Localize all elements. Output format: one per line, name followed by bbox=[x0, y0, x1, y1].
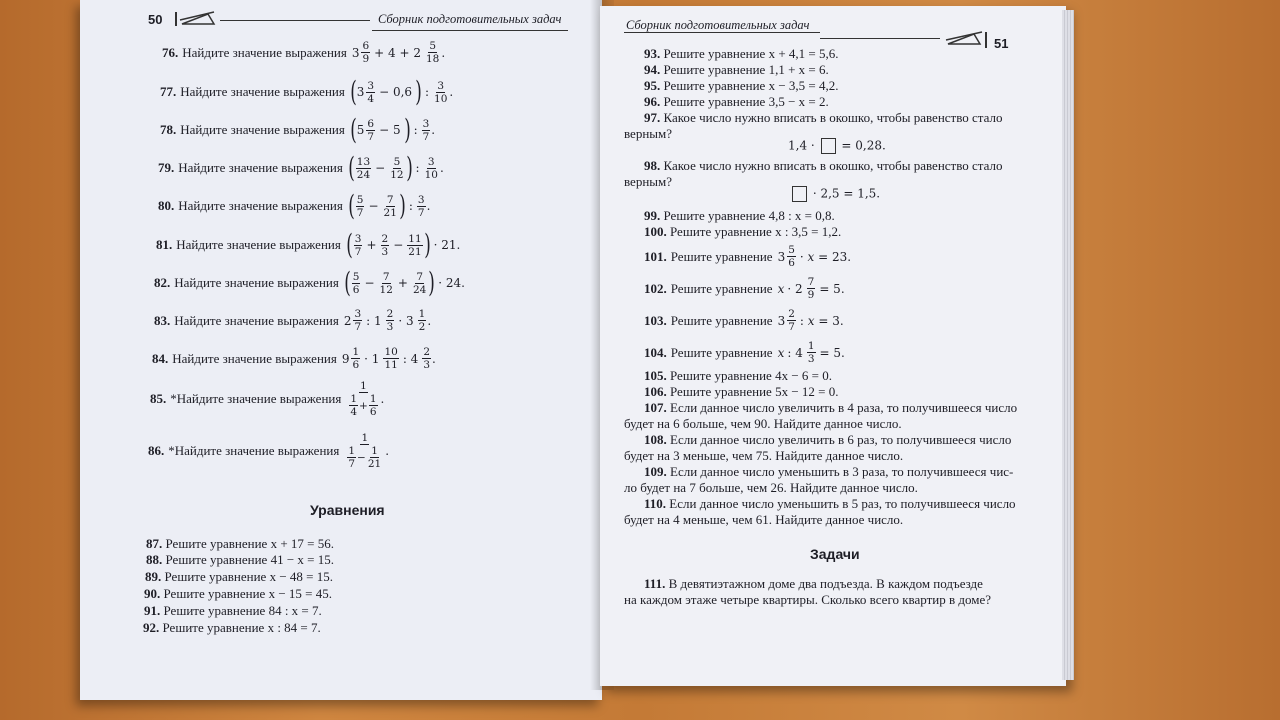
exercise-text: Найдите значение выражения bbox=[174, 275, 339, 290]
exercise-108 bbox=[644, 432, 1011, 447]
running-header: Сборник подготовительных задач bbox=[378, 12, 562, 26]
header-rule bbox=[624, 32, 820, 33]
header-rule bbox=[820, 38, 940, 39]
exercise-93 bbox=[644, 46, 838, 61]
exercise-number: 77. bbox=[160, 84, 177, 99]
header-rule bbox=[372, 30, 568, 31]
expression: ( 5 6 − $\frac{7}{12}$ + $\frac{7}{24}$ ) · 24. bbox=[344, 266, 465, 299]
exercise-text: Решите уравнение bbox=[670, 280, 773, 296]
exercise-text: Решите уравнение bbox=[670, 344, 773, 360]
exercise-number: 96. bbox=[644, 94, 661, 109]
left-page bbox=[80, 0, 602, 700]
header-rule bbox=[220, 20, 370, 21]
exercise-text: Решите уравнение 4x − 6 = 0. bbox=[670, 368, 832, 383]
expression: ( 5 7 − $\frac{7}{21}$ ) : 3 7 . bbox=[348, 189, 431, 222]
exercise-number: 93. bbox=[644, 46, 661, 61]
exercise-number: 99. bbox=[644, 208, 661, 223]
exercise-text: *Найдите значение выражения bbox=[168, 443, 340, 458]
exercise-98-cont: верным? bbox=[624, 174, 673, 189]
equation-right: = 0,28. bbox=[841, 138, 886, 153]
exercise-text: Решите уравнение bbox=[670, 248, 773, 264]
exercise-number: 91. bbox=[144, 603, 161, 618]
exercise-number: 89. bbox=[145, 569, 162, 584]
exercise-number: 84. bbox=[152, 350, 169, 366]
exercise-number: 105. bbox=[644, 368, 667, 383]
exercise-97 bbox=[644, 110, 1003, 125]
exercise-text: Найдите значение выражения bbox=[174, 312, 339, 328]
exercise-104 bbox=[644, 340, 848, 365]
exercise-number: 92. bbox=[143, 620, 160, 635]
equation-97 bbox=[788, 138, 886, 154]
page-number: 51 bbox=[994, 36, 1009, 51]
exercise-text: Решите уравнение 3,5 − x = 2. bbox=[663, 94, 829, 109]
expression: 3 6 9 + 4 + 2 5 18 . bbox=[351, 40, 446, 65]
section-heading-equations: Уравнения bbox=[310, 502, 385, 518]
exercise-78 bbox=[160, 113, 436, 146]
ruler-triangle-icon bbox=[174, 8, 218, 28]
exercise-80 bbox=[158, 189, 431, 222]
exercise-number: 101. bbox=[644, 248, 667, 264]
exercise-98 bbox=[644, 158, 1003, 173]
exercise-number: 103. bbox=[644, 312, 667, 328]
exercise-number: 88. bbox=[146, 552, 163, 567]
exercise-number: 109. bbox=[644, 464, 667, 479]
exercise-text: Решите уравнение x : 3,5 = 1,2. bbox=[670, 224, 842, 239]
exercise-83 bbox=[154, 308, 431, 333]
ruler-triangle-icon bbox=[944, 28, 988, 50]
exercise-number: 90. bbox=[144, 586, 161, 601]
exercise-90 bbox=[144, 586, 332, 601]
section-heading-tasks: Задачи bbox=[810, 546, 860, 562]
exercise-105 bbox=[644, 368, 832, 383]
exercise-text: Решите уравнение 5x − 12 = 0. bbox=[670, 384, 839, 399]
equation-98 bbox=[790, 186, 880, 202]
exercise-97-cont: верным? bbox=[624, 126, 673, 141]
exercise-text: Решите уравнение bbox=[670, 312, 773, 328]
exercise-94 bbox=[644, 62, 829, 77]
exercise-89 bbox=[145, 569, 333, 584]
exercise-79 bbox=[158, 151, 444, 184]
answer-box bbox=[792, 186, 807, 202]
exercise-number: 87. bbox=[146, 536, 163, 551]
exercise-text: Решите уравнение x − 15 = 45. bbox=[163, 586, 332, 601]
exercise-100 bbox=[644, 224, 841, 239]
exercise-number: 111. bbox=[644, 576, 666, 591]
exercise-text: *Найдите значение выражения bbox=[170, 391, 342, 406]
exercise-text: Если данное число увеличить в 6 раз, то получившееся число bbox=[670, 432, 1012, 447]
expression: 9 1 6 · 1 10 11 : 4 2 3 . bbox=[341, 346, 436, 371]
exercise-number: 76. bbox=[162, 44, 179, 60]
equation-right: · 2,5 = 1,5. bbox=[812, 186, 881, 201]
exercise-number: 106. bbox=[644, 384, 667, 399]
exercise-text: Найдите значение выражения bbox=[172, 350, 337, 366]
page-edges bbox=[1062, 10, 1074, 680]
exercise-86 bbox=[148, 432, 389, 470]
equation-left: 1,4 · bbox=[788, 138, 815, 153]
exercise-111-cont: на каждом этаже четыре квартиры. Сколько всего квартир в доме? bbox=[624, 592, 991, 607]
exercise-107-cont: будет на 6 больше, чем 90. Найдите данное число. bbox=[624, 416, 902, 431]
expression: 3 5 6 · x = 23. bbox=[777, 244, 852, 269]
exercise-text: Если данное число увеличить в 4 раза, то получившееся число bbox=[670, 400, 1018, 415]
expression: 1 1 4 + 1 6 . bbox=[350, 380, 385, 418]
exercise-text: Решите уравнение x + 4,1 = 5,6. bbox=[663, 46, 839, 61]
exercise-95 bbox=[644, 78, 838, 93]
exercise-81 bbox=[156, 228, 463, 261]
exercise-number: 86. bbox=[148, 443, 165, 458]
right-page bbox=[600, 6, 1066, 686]
exercise-number: 95. bbox=[644, 78, 661, 93]
exercise-87 bbox=[146, 536, 334, 551]
exercise-number: 102. bbox=[644, 280, 667, 296]
exercise-number: 85. bbox=[150, 391, 167, 406]
exercise-text: Решите уравнение x − 48 = 15. bbox=[164, 569, 333, 584]
exercise-text: Если данное число уменьшить в 3 раза, то получившееся чис- bbox=[670, 464, 1014, 479]
exercise-91 bbox=[144, 603, 322, 618]
exercise-number: 100. bbox=[644, 224, 667, 239]
exercise-101 bbox=[644, 244, 854, 269]
exercise-text: В девятиэтажном доме два подъезда. В каждом подъезде bbox=[668, 576, 983, 591]
exercise-number: 78. bbox=[160, 122, 177, 137]
exercise-110 bbox=[644, 496, 1016, 511]
exercise-number: 98. bbox=[644, 158, 661, 173]
exercise-85 bbox=[150, 380, 384, 418]
exercise-109-cont: ло будет на 7 больше, чем 26. Найдите данное число. bbox=[624, 480, 918, 495]
expression: ( 3 3 4 − 0,6 ) : 3 10 . bbox=[350, 75, 454, 108]
exercise-text: Решите уравнение 84 : x = 7. bbox=[163, 603, 322, 618]
exercise-109 bbox=[644, 464, 1013, 479]
exercise-number: 108. bbox=[644, 432, 667, 447]
exercise-text: Решите уравнение x + 17 = 56. bbox=[165, 536, 334, 551]
expression: ( 3 7 + $\frac{2}{3}$ − $\frac{11}{21}$ ) · 21. bbox=[346, 228, 461, 261]
exercise-103 bbox=[644, 308, 847, 333]
exercise-84 bbox=[152, 346, 436, 371]
exercise-text: Какое число нужно вписать в окошко, чтобы равенство стало bbox=[663, 158, 1003, 173]
expression: 2 3 7 : 1 2 3 · 3 1 2 . bbox=[343, 308, 432, 333]
exercise-number: 80. bbox=[158, 198, 175, 213]
exercise-99 bbox=[644, 208, 835, 223]
exercise-106 bbox=[644, 384, 838, 399]
exercise-88 bbox=[146, 552, 334, 567]
exercise-text: Если данное число уменьшить в 5 раз, то получившееся число bbox=[669, 496, 1016, 511]
exercise-110-cont: будет на 4 меньше, чем 61. Найдите данное число. bbox=[624, 512, 904, 527]
exercise-text: Найдите значение выражения bbox=[178, 160, 343, 175]
exercise-number: 97. bbox=[644, 110, 661, 125]
exercise-text: Найдите значение выражения bbox=[180, 84, 345, 99]
exercise-77 bbox=[160, 75, 454, 108]
exercise-102 bbox=[644, 276, 848, 301]
exercise-text: Найдите значение выражения bbox=[182, 44, 347, 60]
exercise-number: 107. bbox=[644, 400, 667, 415]
page-number: 50 bbox=[148, 12, 163, 27]
exercise-number: 83. bbox=[154, 312, 171, 328]
exercise-number: 79. bbox=[158, 160, 175, 175]
expression: x · 2 $\frac{7}{9}$ = 5. bbox=[777, 276, 845, 301]
running-header: Сборник подготовительных задач bbox=[626, 18, 810, 32]
exercise-text: Найдите значение выражения bbox=[178, 198, 343, 213]
exercise-text: Найдите значение выражения bbox=[180, 122, 345, 137]
exercise-number: 104. bbox=[644, 344, 667, 360]
exercise-text: Решите уравнение x − 3,5 = 4,2. bbox=[663, 78, 839, 93]
exercise-text: Найдите значение выражения bbox=[176, 237, 341, 252]
exercise-number: 94. bbox=[644, 62, 661, 77]
exercise-92 bbox=[143, 620, 321, 635]
exercise-108-cont: будет на 3 меньше, чем 75. Найдите данное число. bbox=[624, 448, 904, 463]
exercise-text: Решите уравнение x : 84 = 7. bbox=[162, 620, 321, 635]
exercise-82 bbox=[154, 266, 468, 299]
exercise-text: Какое число нужно вписать в окошко, чтобы равенство стало bbox=[663, 110, 1003, 125]
expression: x : 4 $\frac{1}{3}$ = 5. bbox=[777, 340, 845, 365]
expression: 1 1 7 − 1 21 . bbox=[348, 432, 390, 470]
exercise-text: Решите уравнение 1,1 + x = 6. bbox=[663, 62, 829, 77]
exercise-number: 110. bbox=[644, 496, 667, 511]
exercise-107 bbox=[644, 400, 1017, 415]
exercise-76 bbox=[162, 40, 445, 65]
answer-box bbox=[821, 138, 836, 154]
expression: 3 2 7 : x = 3. bbox=[777, 308, 844, 333]
exercise-number: 81. bbox=[156, 237, 173, 252]
exercise-number: 82. bbox=[154, 275, 171, 290]
expression: ( 13 24 − $\frac{5}{12}$ ) : 3 10 . bbox=[348, 151, 444, 184]
expression: ( 5 6 7 − 5 ) : 3 7 . bbox=[350, 113, 436, 146]
exercise-text: Решите уравнение 41 − x = 15. bbox=[165, 552, 334, 567]
exercise-text: Решите уравнение 4,8 : x = 0,8. bbox=[663, 208, 835, 223]
exercise-111 bbox=[644, 576, 983, 591]
exercise-96 bbox=[644, 94, 829, 109]
